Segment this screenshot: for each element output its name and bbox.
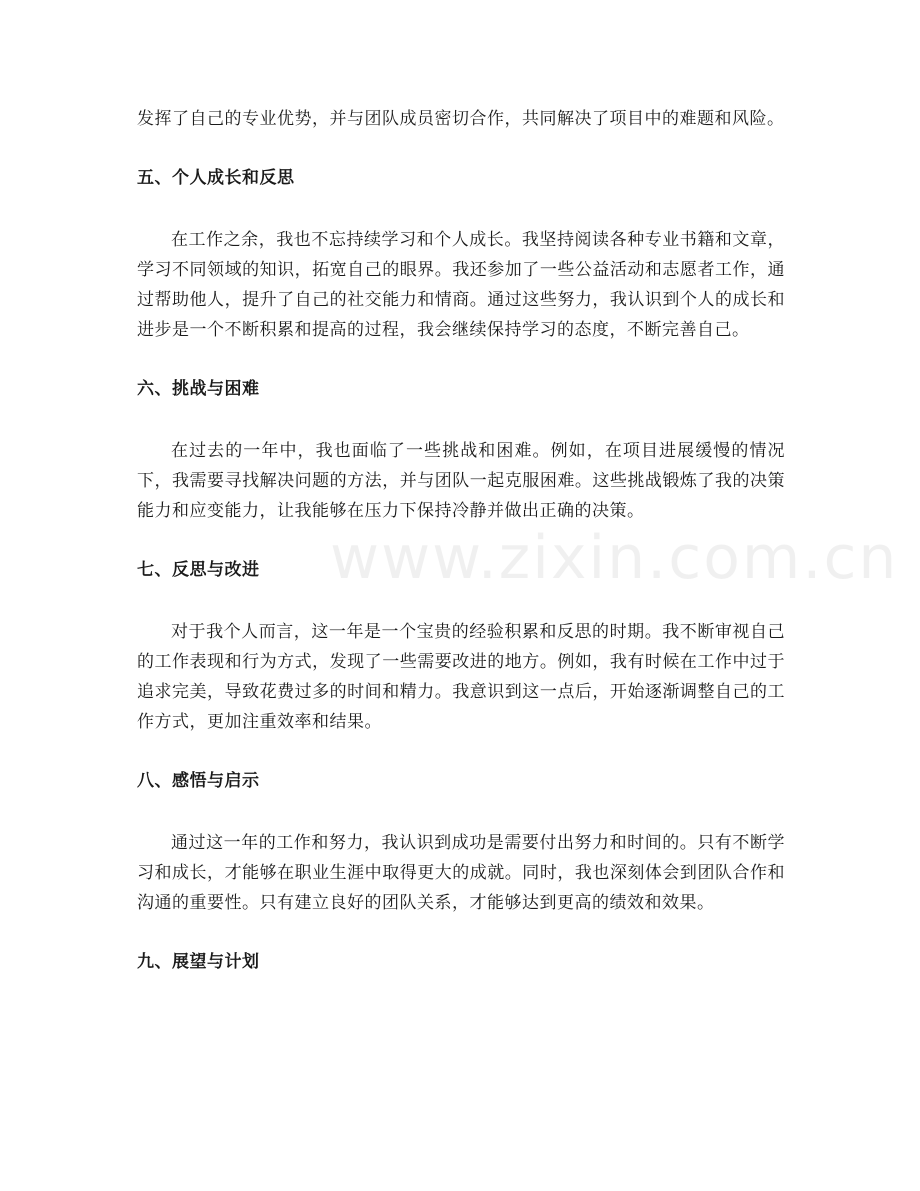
section-heading-8: 八、感悟与启示 bbox=[137, 771, 260, 791]
watermark: www.zixin.com.cn bbox=[330, 523, 899, 593]
section-heading-7: 七、反思与改进 bbox=[137, 560, 260, 580]
section-heading-9: 九、展望与计划 bbox=[137, 952, 260, 972]
paragraph-section-8: 通过这一年的工作和努力，我认识到成功是需要付出努力和时间的。只有不断学习和成长，才能够在职业生涯中取得更大的成就。同时，我也深刻体会到团队合作和沟通的重要性。只有建立良好的团队关系，才能够达到更高的绩效和效果。 bbox=[137, 833, 785, 913]
document-body bbox=[137, 104, 785, 977]
section-heading-6: 六、挑战与困难 bbox=[137, 379, 260, 399]
paragraph-section-6: 在过去的一年中，我也面临了一些挑战和困难。例如，在项目进展缓慢的情况下，我需要寻找解决问题的方法，并与团队一起克服困难。这些挑战锻炼了我的决策能力和应变能力，让我能够在压力下保持冷静并做出正确的决策。 bbox=[137, 441, 785, 521]
paragraph-section-7: 对于我个人而言，这一年是一个宝贵的经验积累和反思的时期。我不断审视自己的工作表现和行为方式，发现了一些需要改进的地方。例如，我有时候在工作中过于追求完美，导致花费过多的时间和精力。我意识到这一点后，开始逐渐调整自己的工作方式，更加注重效率和结果。 bbox=[137, 622, 785, 732]
paragraph-intro-continuation: 发挥了自己的专业优势，并与团队成员密切合作，共同解决了项目中的难题和风险。 bbox=[137, 109, 785, 129]
paragraph-section-5: 在工作之余，我也不忘持续学习和个人成长。我坚持阅读各种专业书籍和文章，学习不同领域的知识，拓宽自己的眼界。我还参加了一些公益活动和志愿者工作，通过帮助他人，提升了自己的社交能力和情商。通过这些努力，我认识到个人的成长和进步是一个不断积累和提高的过程，我会继续保持学习的态度，不断完善自己。 bbox=[137, 230, 785, 340]
section-heading-5: 五、个人成长和反思 bbox=[137, 168, 295, 188]
